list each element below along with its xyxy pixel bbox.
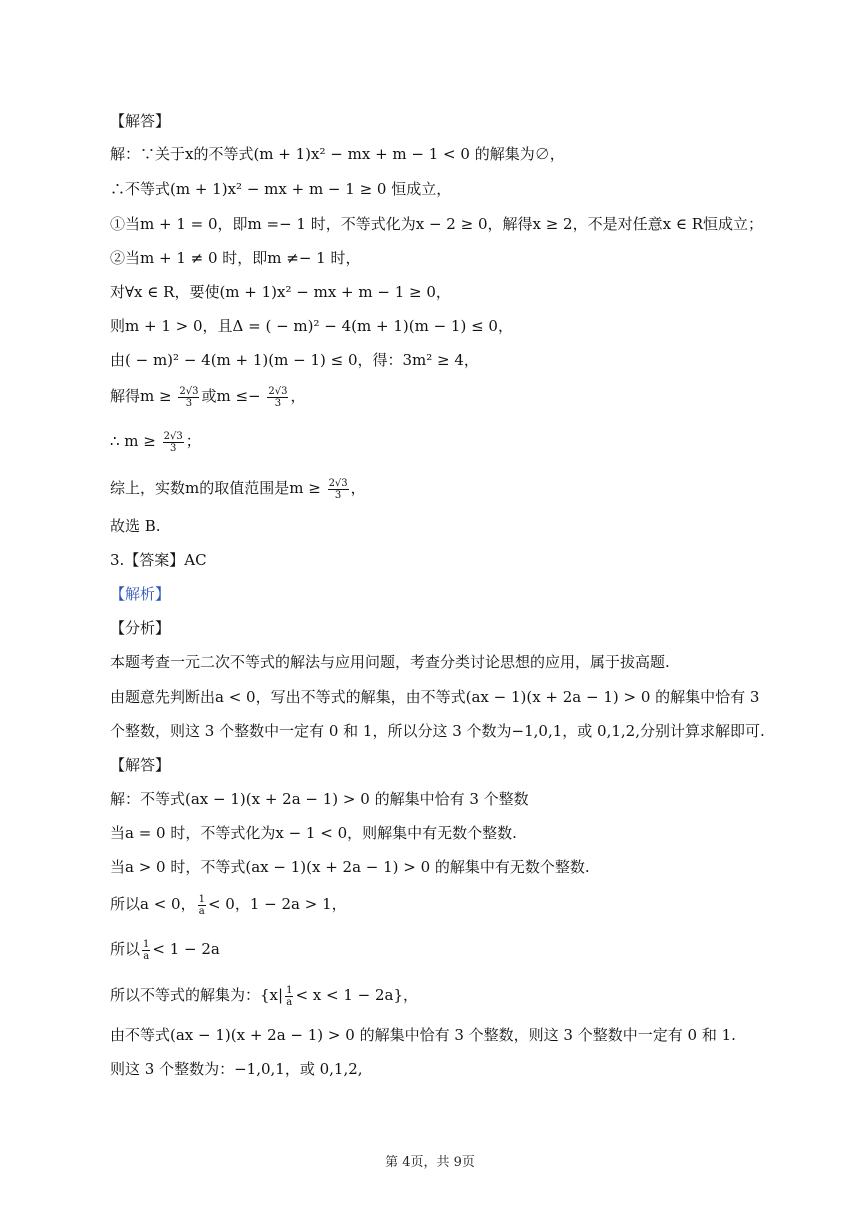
analysis-line: 本题考查一元二次不等式的解法与应用问题，考查分类讨论思想的应用，属于拔高题. <box>110 653 670 671</box>
solution-line-fraction <box>110 938 830 962</box>
fraction <box>178 386 199 409</box>
solution-line: ∴不等式(m + 1)x² − mx + m − 1 ≥ 0 恒成立， <box>110 180 452 198</box>
text-segment: ， <box>350 479 366 497</box>
fraction-denominator: a <box>143 950 150 962</box>
solution-line-fraction <box>110 477 830 501</box>
section-heading-answer: 【解答】 <box>110 112 171 130</box>
fraction-numerator: 2√3 <box>179 385 199 397</box>
fraction-numerator: 1 <box>143 938 150 950</box>
fraction-denominator: 3 <box>274 397 282 409</box>
fraction <box>285 985 293 1008</box>
solution-line: 由不等式(ax − 1)(x + 2a − 1) > 0 的解集中恰有 3 个整数，则这 3 个整数中一定有 0 和 1. <box>110 1026 736 1044</box>
section-heading-analysis: 【解析】 <box>110 585 171 603</box>
section-heading-fenxi: 【分析】 <box>110 619 171 637</box>
fraction <box>328 478 349 501</box>
solution-line: ①当m + 1 = 0，即m =− 1 时，不等式化为x − 2 ≥ 0，解得x ≥ 2，不是对任意x ∈ R恒成立； <box>110 215 763 233</box>
fraction-denominator: 3 <box>334 489 342 501</box>
text-segment: 所以不等式的解集为：{x| <box>110 986 284 1004</box>
solution-line: 当a = 0 时，不等式化为x − 1 < 0，则解集中有无数个整数. <box>110 824 517 842</box>
solution-line: 解：∵关于x的不等式(m + 1)x² − mx + m − 1 < 0 的解集为∅， <box>110 145 565 163</box>
text-segment: < x < 1 − 2a}， <box>295 986 419 1004</box>
fraction-denominator: a <box>286 996 293 1008</box>
solution-line-fraction <box>110 893 830 917</box>
fraction <box>142 939 150 962</box>
solution-line: ②当m + 1 ≠ 0 时，即m ≠− 1 时， <box>110 249 361 267</box>
fraction-numerator: 2√3 <box>268 385 288 397</box>
text-segment: 综上，实数m的取值范围是m ≥ <box>110 479 326 497</box>
solution-line: 则这 3 个整数为：−1,0,1，或 0,1,2, <box>110 1060 363 1078</box>
text-segment: 所以 <box>110 940 141 958</box>
solution-line: 解：不等式(ax − 1)(x + 2a − 1) > 0 的解集中恰有 3 个整数 <box>110 790 529 808</box>
fraction-denominator: 3 <box>185 397 193 409</box>
fraction <box>267 386 288 409</box>
solution-line-fraction <box>110 430 830 454</box>
text-segment: ， <box>290 387 306 405</box>
analysis-line: 由题意先判断出a < 0，写出不等式的解集，由不等式(ax − 1)(x + 2a − 1) > 0 的解集中恰有 3 <box>110 688 760 706</box>
analysis-line: 个整数，则这 3 个整数中一定有 0 和 1，所以分这 3 个数为−1,0,1，或 0,1,2,分别计算求解即可. <box>110 722 765 740</box>
fraction-denominator: a <box>198 905 205 917</box>
fraction-numerator: 2√3 <box>328 477 348 489</box>
solution-line-fraction <box>110 984 830 1008</box>
fraction <box>198 894 206 917</box>
fraction-numerator: 1 <box>198 893 205 905</box>
text-segment: 所以a < 0， <box>110 895 196 913</box>
text-segment: 解得m ≥ <box>110 387 177 405</box>
solution-line: 故选 B. <box>110 517 161 535</box>
solution-line: 当a > 0 时，不等式(ax − 1)(x + 2a − 1) > 0 的解集中有无数个整数. <box>110 858 590 876</box>
solution-line: 由( − m)² − 4(m + 1)(m − 1) ≤ 0，得：3m² ≥ 4， <box>110 351 479 369</box>
solution-line: 对∀x ∈ R，要使(m + 1)x² − mx + m − 1 ≥ 0， <box>110 283 451 301</box>
page-footer: 第 4页，共 9页 <box>385 1155 475 1170</box>
text-segment: ∴ m ≥ <box>110 432 161 450</box>
fraction-numerator: 1 <box>286 984 293 996</box>
text-segment: ； <box>185 432 201 450</box>
fraction-denominator: 3 <box>170 442 177 454</box>
solution-line: 则m + 1 > 0，且Δ = ( − m)² − 4(m + 1)(m − 1) ≤ 0， <box>110 317 513 335</box>
answer-line: 3.【答案】AC <box>110 551 207 569</box>
text-segment: < 0，1 − 2a > 1， <box>207 895 347 913</box>
fraction <box>163 431 184 454</box>
text-segment: < 1 − 2a <box>152 940 220 958</box>
fraction-numerator: 2√3 <box>163 430 183 442</box>
text-segment: 或m ≤− <box>201 387 266 405</box>
section-heading-answer: 【解答】 <box>110 756 171 774</box>
solution-line-fraction <box>110 385 830 409</box>
